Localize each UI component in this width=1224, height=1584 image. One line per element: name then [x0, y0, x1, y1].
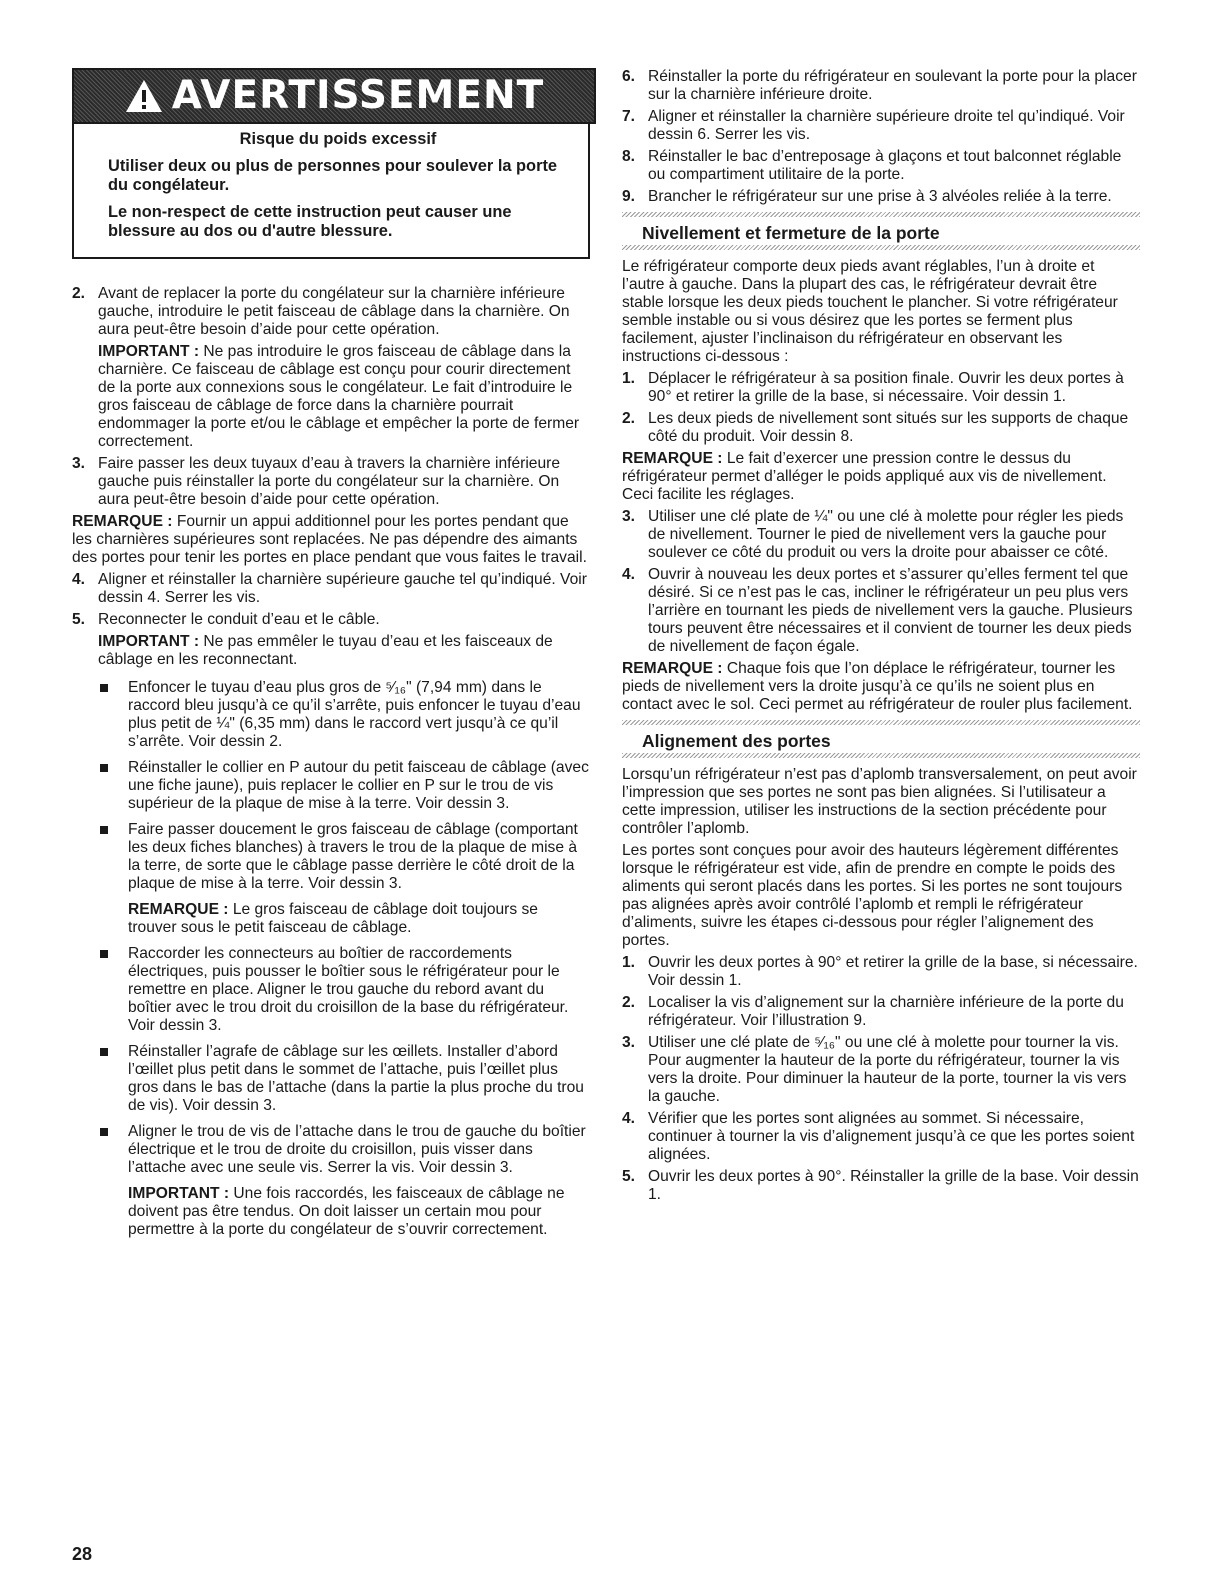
list-item: 3. Utiliser une clé plate de ¼" ou une clé à molette pour régler les pieds de nivellement. Tourner le pied de nivellement vers la gauche pour soulever ce côté du produit ou vers la droite pour abaisser ce côté. [622, 508, 1124, 561]
list-item: 5. Reconnecter le conduit d’eau et le câble. IMPORTANT : Ne pas emmêler le tuyau d’eau et les faisceaux de câblage en les reconnectant. Enfoncer le tuyau d’eau plus gros de ⁵⁄₁₆" (7,94 mm) dans le raccord bleu jusqu’à ce qu’il s’arrête, puis enfoncer le tuyau d’eau plus petit de ¼" (6,35 mm) dans le raccord vert jusqu’à ce qu’il s’arrête. Voir dessin 2. Réinstaller le collier en P autour du petit faisceau de câblage (avec une fiche jaune), puis replacer le collier en P sur le trou de vis supérieur de la plaque de mise à la terre. Voir dessin 3. Faire passer doucement le gros faisceau de câblage (comportant les deux fiches blanches) à travers le trou de la plaque de mise à la terre, de sorte que le câblage passe derrière le côté droit de la plaque de mise à la terre. Voir dessin 3. REMARQUE : Le gros faisceau de câblage doit toujours se trouver sous le petit faisceau de câblage. Raccorder les connecteurs au boîtier de raccordements électriques, puis pousser le boîtier sous le réfrigérateur pour le remettre en place. Aligner le trou gauche du rebord avant du boîtier avec le trou droit du croisillon de la base du réfrigérateur. Voir dessin 3. Réinstaller l’agrafe de câblage sur les œillets. Installer d’abord l’œillet plus petit dans le sommet de l’attache, puis l’œillet plus gros dans le bas de l’attache (dans la partie la plus proche du trou de vis). Voir dessin 3. Aligner le trou de vis de l’attache dans le trou de gauche du boîtier électrique et le trou de droite du croisillon, puis visser dans l’attache avec une seule vis. Serrer la vis. Voir dessin 3. IMPORTANT : Une fois raccordés, les faisceaux de câblage ne doivent pas être tendus. On doit laisser un certain mou pour permettre à la porte du congélateur de s’ouvrir correctement. [72, 611, 589, 1238]
remark-note: REMARQUE : Chaque fois que l’on déplace le réfrigérateur, tourner les pieds de nivellement vers la droite jusqu’à ce qu’ils ne soient plus en contact avec le sol. Ceci permet au réfrigérateur de rouler plus facilement. [622, 660, 1133, 713]
list-item: 7. Aligner et réinstaller la charnière supérieure droite tel qu’indiqué. Voir dessin 6. Serrer les vis. [622, 108, 1125, 143]
list-item: 2. Les deux pieds de nivellement sont situés sur les supports de chaque côté du produit. Voir dessin 8. [622, 410, 1129, 445]
section-heading [622, 720, 1140, 758]
bullet-item: Réinstaller l’agrafe de câblage sur les œillets. Installer d’abord l’œillet plus petit dans le sommet de l’attache, puis l’œillet plus gros dans le bas de l’attache (dans la partie la plus proche du trou de vis). Voir dessin 3. [98, 1043, 590, 1115]
alignment-steps [622, 954, 1140, 1204]
hatch-divider [622, 212, 1140, 217]
important-note: IMPORTANT : Une fois raccordés, les faisceaux de câblage ne doivent pas être tendus. On doit laisser un certain mou pour permettre à la porte du congélateur de s’ouvrir correctement. [128, 1185, 565, 1238]
warning-line-1: Utiliser deux ou plus de personnes pour soulever la porte du congélateur. [108, 157, 558, 194]
important-note: IMPORTANT : Ne pas introduire le gros faisceau de câblage dans la charnière. Ce faisceau de câblage est conçu pour courir directement de la porte aux connexions sous le congélateur. Le fait d’introduire le gros faisceau de câblage de force dans la charnière pourrait endommager la porte et/ou le câblage et empêcher la porte de fermer correctement. [98, 343, 580, 450]
list-item: 5. Ouvrir les deux portes à 90°. Réinstaller la grille de la base. Voir dessin 1. [622, 1168, 1139, 1203]
hatch-divider [622, 753, 1140, 758]
remark-note: REMARQUE : Le fait d’exercer une pression contre le dessus du réfrigérateur permet d’alléger le poids appliqué aux vis de nivellement. Ceci facilite les réglages. [622, 450, 1107, 503]
bullet-item: Réinstaller le collier en P autour du petit faisceau de câblage (avec une fiche jaune), puis replacer le collier en P sur le trou de vis supérieur de la plaque de mise à la terre. Voir dessin 3. [98, 759, 590, 813]
leveling-steps [622, 370, 1140, 714]
hatch-divider [622, 720, 1140, 725]
warning-header [72, 68, 596, 124]
important-note: IMPORTANT : Ne pas emmêler le tuyau d’eau et les faisceaux de câblage en les reconnectant. [98, 633, 553, 668]
section-heading [622, 212, 1140, 250]
list-item: 3. Utiliser une clé plate de ⁵⁄₁₆" ou une clé à molette pour tourner la vis. Pour augmenter la hauteur de la porte du réfrigérateur, tourner la vis vers la droite. Pour diminuer la hauteur de la porte, tourner la vis vers la gauche. [622, 1034, 1127, 1105]
bullet-item: Aligner le trou de vis de l’attache dans le trou de gauche du boîtier électrique et le trou de droite du croisillon, puis visser dans l’attache avec une seule vis. Serrer la vis. Voir dessin 3. IMPORTANT : Une fois raccordés, les faisceaux de câblage ne doivent pas être tendus. On doit laisser un certain mou pour permettre à la porte du congélateur de s’ouvrir correctement. [98, 1123, 590, 1239]
bullet-item: Enfoncer le tuyau d’eau plus gros de ⁵⁄₁₆" (7,94 mm) dans le raccord bleu jusqu’à ce qu’il s’arrête, puis enfoncer le tuyau d’eau plus petit de ¼" (6,35 mm) dans le raccord vert jusqu’à ce qu’il s’arrête. Voir dessin 2. [98, 679, 590, 751]
section-intro: Les portes sont conçues pour avoir des hauteurs légèrement différentes lorsque le réfrigérateur est vide, afin de prendre en compte le poids des aliments qui seront placés dans les portes. Si les portes ne sont toujours pas alignées après avoir contrôlé l’aplomb et rempli le réfrigérateur d’aliments, suivre les étapes ci-dessous pour régler l’alignement des portes. [622, 842, 1123, 949]
list-item: 9. Brancher le réfrigérateur sur une prise à 3 alvéoles reliée à la terre. [622, 188, 1112, 205]
warning-triangle-icon [124, 78, 164, 114]
bullet-item: Raccorder les connecteurs au boîtier de raccordements électriques, puis pousser le boîtier sous le réfrigérateur pour le remettre en place. Aligner le trou gauche du rebord avant du boîtier avec le trou droit du croisillon de la base du réfrigérateur. Voir dessin 3. [98, 945, 590, 1035]
list-item: 1. Ouvrir les deux portes à 90° et retirer la grille de la base, si nécessaire. Voir dessin 1. [622, 954, 1138, 989]
bullet-list [98, 679, 590, 1239]
left-column [72, 68, 590, 1247]
section-title-leveling: Nivellement et fermeture de la porte [642, 223, 940, 243]
list-item: 4. Vérifier que les portes sont alignées au sommet. Si nécessaire, continuer à tourner la vis d’alignement jusqu’à ce que les portes soient alignées. [622, 1110, 1135, 1163]
warning-title: AVERTISSEMENT [171, 73, 545, 118]
section-intro: Lorsqu’un réfrigérateur n’est pas d’aplomb transversalement, on peut avoir l’impression que ses portes ne sont pas bien alignées. Si l’utilisateur a cette impression, utiliser les instructions de la section précédente pour contrôler l’aplomb. [622, 766, 1137, 837]
list-item: 4. Ouvrir à nouveau les deux portes et s’assurer qu’elles ferment tel que désiré. Si ce n’est pas le cas, incliner le réfrigérateur un peu plus vers l’arrière en tournant les pieds de nivellement vers la gauche. Plusieurs tours peuvent être nécessaires et il convient de tourner les deux pieds de nivellement de façon égale. [622, 566, 1133, 655]
warning-box [72, 68, 590, 259]
list-item: 3. Faire passer les deux tuyaux d’eau à travers la charnière inférieure gauche puis réinstaller la porte du congélateur sur la charnière. On aura peut-être besoin d’aide pour cette opération. [72, 455, 560, 508]
list-item: 1. Déplacer le réfrigérateur à sa position finale. Ouvrir les deux portes à 90° et retirer la grille de la base, si nécessaire. Voir dessin 1. [622, 370, 1124, 405]
list-item: 6. Réinstaller la porte du réfrigérateur en soulevant la porte pour la placer sur la charnière inférieure droite. [622, 68, 1137, 103]
list-item: 2. Avant de replacer la porte du congélateur sur la charnière inférieure gauche, introduire le petit faisceau de câblage dans la charnière. On aura peut-être besoin d’aide pour cette opération. IMPORTANT : Ne pas introduire le gros faisceau de câblage dans la charnière. Ce faisceau de câblage est conçu pour courir directement de la porte aux connexions sous le congélateur. Le fait d’introduire le gros faisceau de câblage de force dans la charnière pourrait endommager la porte et/ou le câblage et empêcher la porte de fermer correctement. [72, 285, 590, 451]
warning-line-2: Le non-respect de cette instruction peut causer une blessure au dos ou d'autre blessure. [108, 203, 512, 240]
page-number: 28 [72, 1544, 93, 1564]
list-item: 2. Localiser la vis d’alignement sur la charnière inférieure de la porte du réfrigérateur. Voir l’illustration 9. [622, 994, 1124, 1029]
remark-note: REMARQUE : Le gros faisceau de câblage doit toujours se trouver sous le petit faisceau de câblage. [128, 901, 538, 936]
list-item: 8. Réinstaller le bac d’entreposage à glaçons et tout balconnet réglable ou compartiment utilitaire de la porte. [622, 148, 1122, 183]
bullet-item: Faire passer doucement le gros faisceau de câblage (comportant les deux fiches blanches) à travers le trou de la plaque de mise à la terre, de sorte que le câblage passe derrière le côté droit de la plaque de mise à la terre. Voir dessin 3. REMARQUE : Le gros faisceau de câblage doit toujours se trouver sous le petit faisceau de câblage. [98, 821, 590, 937]
warning-subtitle: Risque du poids excessif [239, 130, 437, 148]
right-steps [622, 68, 1140, 206]
section-intro: Le réfrigérateur comporte deux pieds avant réglables, l’un à droite et l’autre à gauche. Dans la plupart des cas, le réfrigérateur devrait être stable lorsque les deux pieds touchent le plancher. Si votre réfrigérateur semble instable ou si vous désirez que les portes se ferment plus facilement, ajuster l’inclinaison du réfrigérateur en observant les instructions ci-dessous : [622, 258, 1118, 365]
left-steps [72, 285, 590, 1239]
hatch-divider [622, 245, 1140, 250]
section-title-alignment: Alignement des portes [642, 731, 831, 751]
list-item: 4. Aligner et réinstaller la charnière supérieure gauche tel qu’indiqué. Voir dessin 4. Serrer les vis. [72, 571, 587, 606]
remark-note: REMARQUE : Fournir un appui additionnel pour les portes pendant que les charnières supérieures sont replacées. Ne pas dépendre des aimants des portes pour tenir les portes en place pendant que vous faites le travail. [72, 513, 587, 566]
right-column [622, 68, 1140, 1208]
